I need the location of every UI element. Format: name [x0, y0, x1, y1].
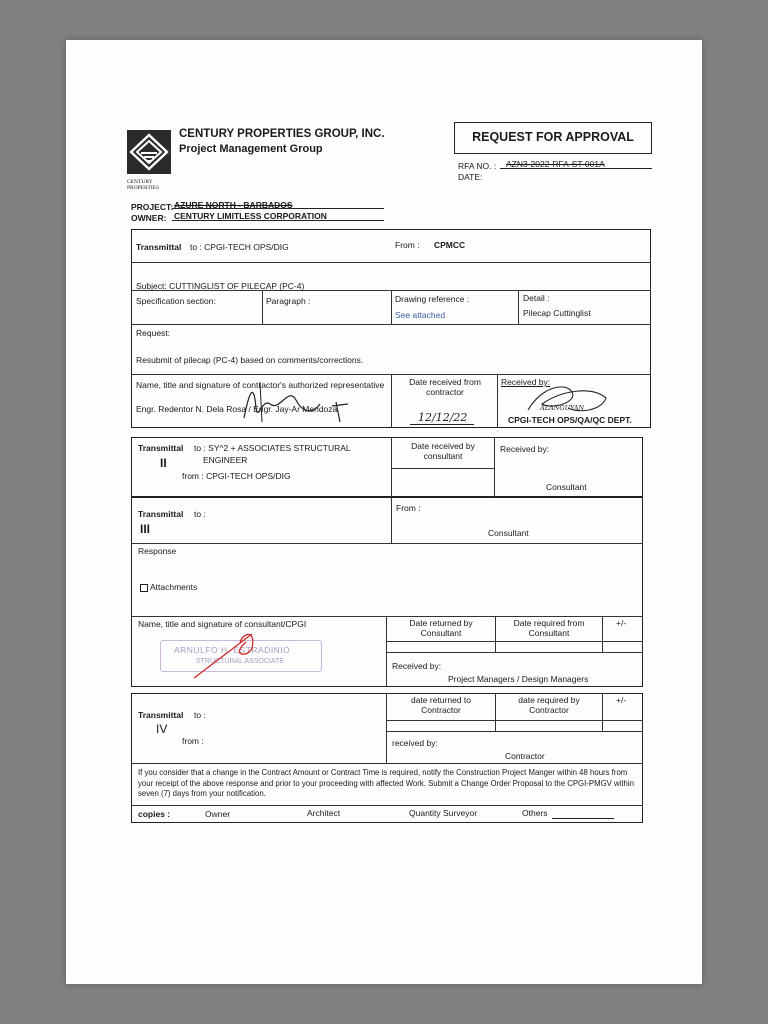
s2-received-by-label: Received by: — [500, 444, 550, 454]
project-underline — [172, 208, 384, 209]
s1-from-label: From : — [395, 240, 420, 250]
s3-to-label: to : — [194, 509, 206, 519]
s3-transmittal-label: Transmittal — [138, 509, 184, 519]
s3-divider-1 — [131, 543, 643, 544]
s1-subject: Subject: CUTTINGLIST OF PILECAP (PC-4) — [136, 281, 305, 291]
s4-divider-2 — [386, 731, 643, 732]
s2-transmittal-label: Transmittal — [138, 443, 184, 453]
s1-drawing-label: Drawing reference : — [395, 294, 470, 304]
rfa-label: RFA NO. : — [458, 161, 497, 171]
consultant-signature — [190, 628, 270, 682]
s4-copy-architect: Architect — [307, 808, 341, 818]
s1-date-received-value: 12/12/22 — [418, 411, 468, 424]
s1-request-label: Request: — [136, 328, 171, 338]
s3-response-label: Response — [138, 546, 177, 556]
project-label: PROJECT: — [131, 202, 174, 212]
s2-consultant-label: Consultant — [546, 482, 587, 492]
owner-label: OWNER: — [131, 213, 167, 223]
s2-from-value: from : CPGI-TECH OPS/DIG — [182, 471, 291, 481]
s4-copy-others: Others — [522, 808, 548, 818]
s4-divider-3 — [131, 763, 643, 764]
s1-col-2 — [391, 290, 392, 324]
s1-drawing-value: See attached — [395, 310, 446, 320]
s4-to-label: to : — [194, 710, 206, 720]
s1-to-value: to : CPGI-TECH OPS/DIG — [190, 242, 289, 252]
s1-sig-names: Engr. Redentor N. Dela Rosa / Engr. Jay-Ar Mendoza — [136, 404, 338, 414]
s2-to-value2: ENGINEER — [203, 455, 248, 465]
s3-managers-label: Project Managers / Design Managers — [448, 674, 589, 684]
s3-consultant-label: Consultant — [488, 528, 529, 538]
logo-mark — [127, 130, 171, 174]
s2-to-value: to : SY^2 + ASSOCIATES STRUCTURAL — [194, 443, 351, 453]
s3-received-by-label: Received by: — [392, 661, 442, 671]
s3-stamp-name: ARNULFO H. ESTRADINIO — [174, 645, 291, 655]
s1-from-value: CPMCC — [434, 240, 466, 250]
owner-value: CENTURY LIMITLESS CORPORATION — [174, 211, 327, 221]
s3-divider-4 — [386, 652, 643, 653]
s4-date-returned-label: date returned to Contractor — [410, 695, 471, 715]
s2-divider — [391, 468, 494, 469]
rfa-underline — [500, 168, 652, 169]
s4-from-label: from : — [182, 736, 204, 746]
s1-sig-label: Name, title and signature of contractor's authorized representative — [136, 380, 385, 390]
s2-col-2 — [494, 437, 495, 497]
rfa-value: AZN3-2022-RFA-ST-001A — [506, 159, 605, 169]
group-name: Project Management Group — [179, 143, 323, 155]
s3-sig-label: Name, title and signature of consultant/CPGI — [138, 619, 307, 629]
s4-copy-qs: Quantity Surveyor — [409, 808, 478, 818]
s1-detail-label: Detail : — [523, 293, 550, 303]
s1-col-1 — [262, 290, 263, 324]
s2-numeral: II — [160, 456, 167, 470]
s1-received-by-label: Received by: — [501, 377, 551, 387]
s3-col-1 — [391, 497, 392, 543]
s3-col-3 — [495, 616, 496, 652]
s4-copies-label: copies : — [138, 809, 171, 819]
s1-spec-label: Specification section: — [136, 296, 216, 306]
s1-col-3 — [518, 290, 519, 324]
s1-request-text: Resubmit of pilecap (PC-4) based on comments/corrections. — [136, 355, 364, 365]
s4-divider-4 — [131, 805, 643, 806]
s4-col-1 — [386, 693, 387, 763]
contractor-signature — [240, 378, 360, 426]
s3-divider-2 — [131, 616, 643, 617]
s3-stamp-title: STRUCTURAL ASSOCIATE — [196, 658, 284, 665]
s2-col-1 — [391, 437, 392, 497]
company-logo — [127, 130, 171, 191]
s3-date-returned-label: Date returned by Consultant — [409, 618, 473, 638]
s1-col-5 — [497, 374, 498, 428]
s3-numeral: III — [140, 522, 151, 536]
s4-col-3 — [602, 693, 603, 731]
s1-divider-1 — [131, 262, 651, 263]
others-underline — [552, 818, 614, 819]
s1-date-received-label: Date received from contractor — [409, 377, 481, 397]
logo-text: CENTURY PROPERTIES — [127, 179, 160, 191]
date-label: DATE: — [458, 172, 483, 182]
s4-numeral: IV — [156, 722, 168, 736]
s3-date-required-label: Date required from Consultant — [513, 618, 585, 638]
s4-plusminus: +/- — [616, 695, 627, 705]
s1-received-by-dept: CPGI-TECH OPS/QA/QC DEPT. — [508, 415, 632, 425]
s4-received-by-label: received by: — [392, 738, 438, 748]
s4-contractor-label: Contractor — [505, 751, 545, 761]
s1-detail-value: Pilecap Cuttinglist — [523, 308, 591, 318]
project-value: AZURE NORTH - BARBADOS — [174, 200, 293, 210]
company-name: CENTURY PROPERTIES GROUP, INC. — [179, 128, 385, 140]
date-underline — [410, 424, 474, 425]
s1-divider-3 — [131, 324, 651, 325]
s1-received-by-name: ALANGUYAN — [540, 404, 585, 412]
attachments-checkbox[interactable] — [140, 584, 148, 592]
s3-col-4 — [602, 616, 603, 652]
s3-divider-3 — [386, 641, 643, 642]
owner-underline — [172, 220, 384, 221]
s1-col-4 — [391, 374, 392, 428]
s3-attachments-label: Attachments — [150, 582, 198, 592]
s2-date-received-label: Date received by consultant — [411, 441, 475, 461]
s4-divider-1 — [386, 720, 643, 721]
doc-title: REQUEST FOR APPROVAL — [472, 130, 634, 144]
s4-transmittal-label: Transmittal — [138, 710, 184, 720]
s1-transmittal-label: Transmittal — [136, 242, 182, 252]
s4-date-required-label: date required by Contractor — [518, 695, 580, 715]
s3-from-label: From : — [396, 503, 421, 513]
s4-copy-owner: Owner — [205, 809, 231, 819]
s4-notice: If you consider that a change in the Contract Amount or Contract Time is required, notify the Construction Project Manger within 48 hours from your receipt of the above response and prior to your proceeding with affected Work. Submit a Change Order Proposal to the CPGI-PMGV within seven (7) days from your notification. — [138, 768, 634, 799]
s4-col-2 — [495, 693, 496, 731]
s1-paragraph-label: Paragraph : — [266, 296, 311, 306]
s3-plusminus: +/- — [616, 618, 627, 628]
